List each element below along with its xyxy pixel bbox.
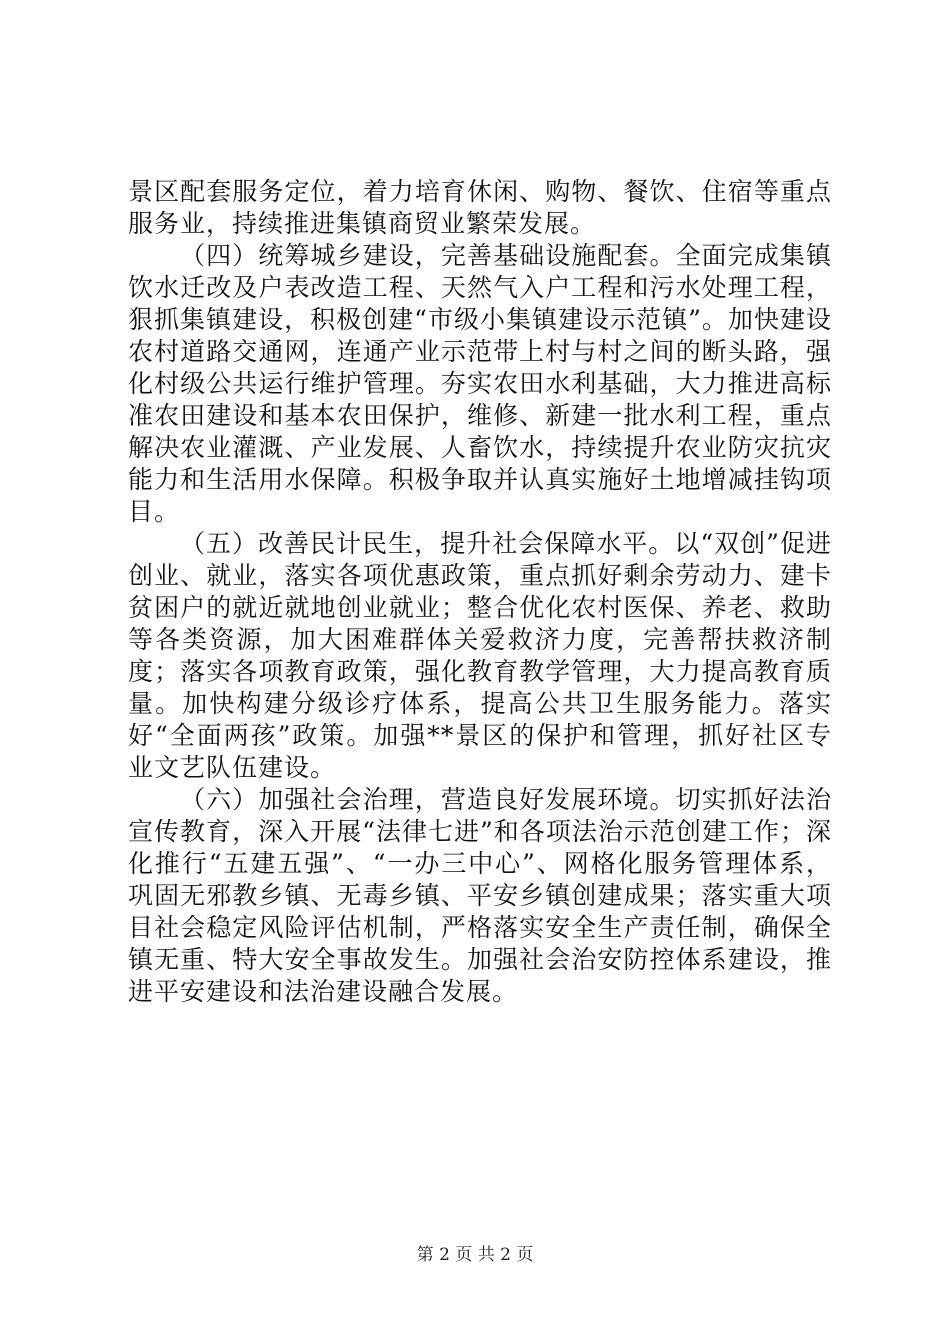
- document-body: [128, 176, 832, 1008]
- paragraph-continuation: 景区配套服务定位，着力培育休闲、购物、餐饮、住宿等重点服务业，持续推进集镇商贸业繁荣发展。: [128, 177, 832, 238]
- paragraph-section-5: （五）改善民计民生，提升社会保障水平。以“双创”促进创业、就业，落实各项优惠政策，重点抓好剩余劳动力、建卡贫困户的就近就地创业就业；整合优化农村医保、养老、救助等各类资源，加大困难群体关爱救济力度，完善帮扶救济制度；落实各项教育政策，强化教育教学管理，大力提高教育质量。加快构建分级诊疗体系，提高公共卫生服务能力。落实好“全面两孩”政策。加强**景区的保护和管理，抓好社区专业文艺队伍建设。: [128, 529, 832, 782]
- paragraph-section-6: （六）加强社会治理，营造良好发展环境。切实抓好法治宣传教育，深入开展“法律七进”和各项法治示范创建工作；深化推行“五建五强”、“一办三中心”、网格化服务管理体系，巩固无邪教乡镇、无毒乡镇、平安乡镇创建成果；落实重大项目社会稳定风险评估机制，严格落实安全生产责任制，确保全镇无重、特大安全事故发生。加强社会治安防控体系建设，推进平安建设和法治建设融合发展。: [128, 785, 832, 1006]
- paragraph-section-4: （四）统筹城乡建设，完善基础设施配套。全面完成集镇饮水迁改及户表改造工程、天然气入户工程和污水处理工程，狠抓集镇建设，积极创建“市级小集镇建设示范镇”。加快建设农村道路交通网，连通产业示范带上村与村之间的断头路，强化村级公共运行维护管理。夯实农田水利基础，大力推进高标准农田建设和基本农田保护，维修、新建一批水利工程，重点解决农业灌溉、产业发展、人畜饮水，持续提升农业防灾抗灾能力和生活用水保障。积极争取并认真实施好土地增减挂钩项目。: [128, 241, 832, 526]
- page-number-footer: 第 2 页 共 2 页: [416, 1245, 534, 1265]
